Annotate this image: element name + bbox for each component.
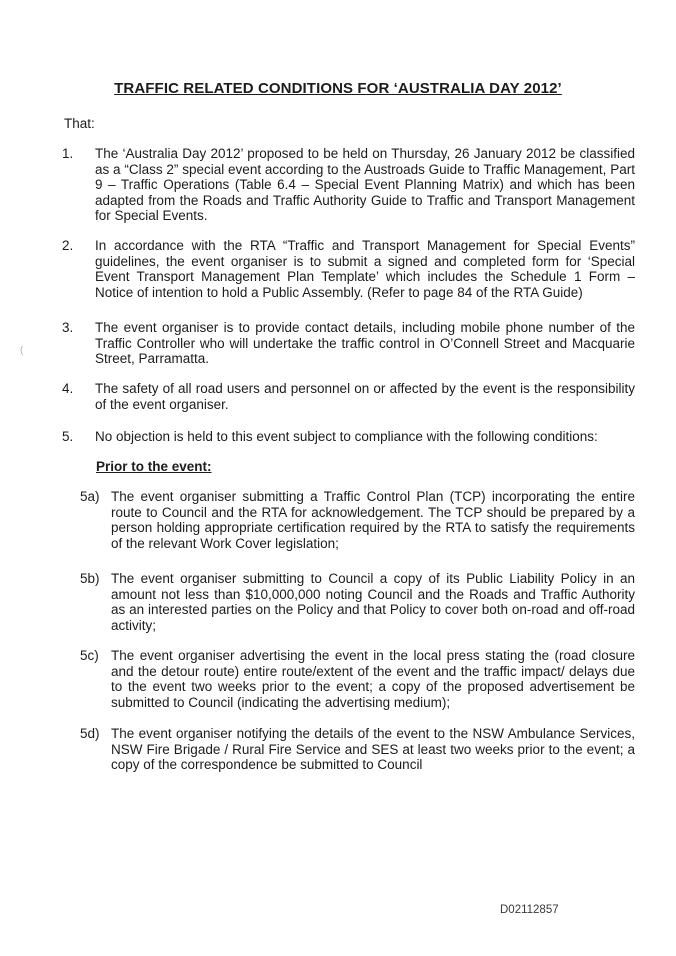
sub-condition-text: The event organiser submitting to Council a copy of its Public Liability Policy in an amount not less than $10,000,000 noting Council and the Roads and Traffic Authority as an interested parties on the Policy and that Policy to cover both on-road and off-road activity; (111, 571, 635, 633)
condition-text: The safety of all road users and personnel on or affected by the event is the responsibility of the event organiser. (95, 381, 635, 412)
margin-mark: ( (20, 345, 24, 356)
intro-text: That: (64, 116, 95, 131)
document-id: D02112857 (500, 904, 559, 916)
condition-text: No objection is held to this event subject to compliance with the following conditions: (95, 429, 598, 444)
condition-number: 2. (62, 238, 74, 253)
sub-condition-number: 5a) (80, 489, 100, 504)
condition-number: 3. (62, 320, 74, 335)
sub-condition-number: 5b) (80, 571, 100, 586)
prior-to-event-heading: Prior to the event: (96, 459, 212, 474)
condition-number: 5. (62, 429, 74, 444)
condition-text: The ‘Australia Day 2012’ proposed to be held on Thursday, 26 January 2012 be classified as a “Class 2” special event according to the Austroads Guide to Traffic Management, Part 9 – Traffic Operations (Table 6.4 – Special Event Planning Matrix) and which has been adapted from the Roads and Traffic Authority Guide to Traffic and Transport Management for Special Events. (95, 146, 635, 223)
sub-condition-text: The event organiser advertising the event in the local press stating the (road closure and the detour route) entire route/extent of the event and the traffic impact/ delays due to the event two weeks prior to the event; a copy of the proposed advertisement be submitted to Council (indicating the advertising medium); (111, 648, 635, 710)
condition-text: The event organiser is to provide contact details, including mobile phone number of the Traffic Controller who will undertake the traffic control in O’Connell Street and Macquarie Street, Parramatta. (95, 320, 635, 366)
condition-number: 1. (62, 146, 74, 161)
sub-condition-text: The event organiser notifying the details of the event to the NSW Ambulance Services, NSW Fire Brigade / Rural Fire Service and SES at least two weeks prior to the event; a copy of the correspondence be submitted to Council (111, 726, 635, 772)
condition-text: In accordance with the RTA “Traffic and Transport Management for Special Events” guidelines, the event organiser is to submit a signed and completed form for ‘Special Event Transport Management Plan Template’ which includes the Schedule 1 Form – Notice of intention to hold a Public Assembly. (Refer to page 84 of the RTA Guide) (95, 238, 635, 300)
document-title: TRAFFIC RELATED CONDITIONS FOR ‘AUSTRALIA DAY 2012’ (114, 80, 562, 97)
sub-condition-text: The event organiser submitting a Traffic Control Plan (TCP) incorporating the entire route to Council and the RTA for acknowledgement. The TCP should be prepared by a person holding appropriate certification required by the RTA to satisfy the requirements of the relevant Work Cover legislation; (111, 489, 635, 551)
sub-condition-number: 5d) (80, 726, 100, 741)
sub-condition-number: 5c) (80, 648, 99, 663)
condition-number: 4. (62, 381, 74, 396)
